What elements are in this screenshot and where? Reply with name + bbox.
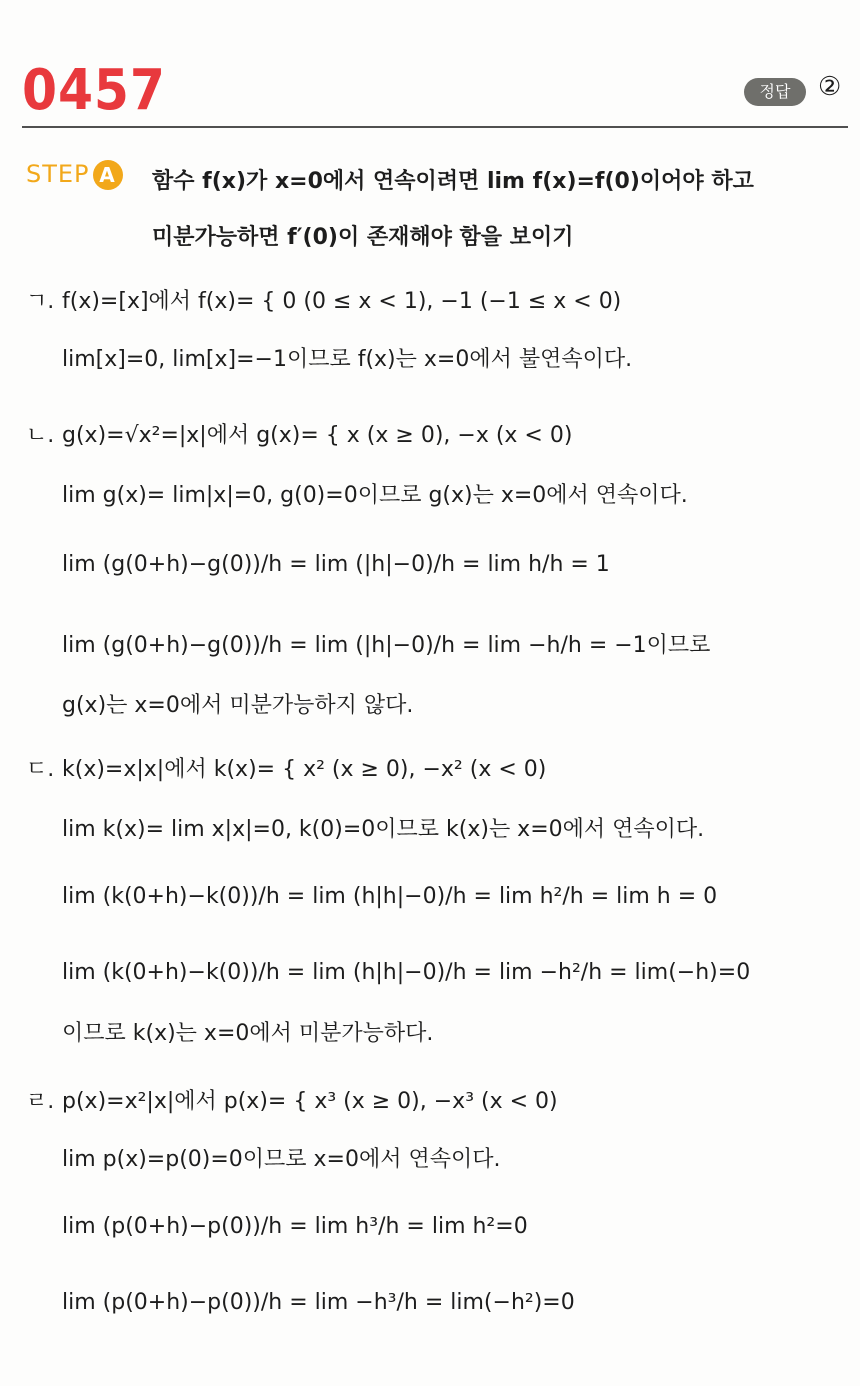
item-c-line-1: k(x)=x|x|에서 k(x)= { x² (x ≥ 0), −x² (x < 0) [62,757,547,782]
item-b-line-2: lim g(x)= lim|x|=0, g(0)=0이므로 g(x)는 x=0에서 연속이다. [62,483,688,508]
item-d-line-3: lim (p(0+h)−p(0))/h = lim h³/h = lim h²=0 [62,1214,528,1239]
problem-number: 0457 [22,58,166,123]
step-label [26,160,123,190]
item-b-line-3: lim (g(0+h)−g(0))/h = lim (|h|−0)/h = lim h/h = 1 [62,552,610,577]
item-c-line-5: 이므로 k(x)는 x=0에서 미분가능하다. [62,1021,434,1046]
header-divider [22,126,848,128]
item-d-line-1: p(x)=x²|x|에서 p(x)= { x³ (x ≥ 0), −x³ (x < 0) [62,1089,558,1114]
item-b-line-4: lim (g(0+h)−g(0))/h = lim (|h|−0)/h = lim −h/h = −1이므로 [62,633,711,658]
item-c-line-2: lim k(x)= lim x|x|=0, k(0)=0이므로 k(x)는 x=0에서 연속이다. [62,817,705,842]
item-d-line-2: lim p(x)=p(0)=0이므로 x=0에서 연속이다. [62,1147,501,1172]
step-title-line-1: 함수 f(x)가 x=0에서 연속이려면 lim f(x)=f(0)이어야 하고 [152,169,754,194]
item-c-line-3: lim (k(0+h)−k(0))/h = lim (h|h|−0)/h = lim h²/h = lim h = 0 [62,884,718,909]
step-title-line-2: 미분가능하면 f′(0)이 존재해야 함을 보이기 [152,225,574,250]
item-c-line-4: lim (k(0+h)−k(0))/h = lim (h|h|−0)/h = lim −h²/h = lim(−h)=0 [62,960,751,985]
item-marker-a: ㄱ. [26,289,55,314]
answer-value: ② [818,72,842,102]
answer-label-badge: 정답 [744,78,806,106]
item-marker-c: ㄷ. [26,757,55,782]
item-d-line-4: lim (p(0+h)−p(0))/h = lim −h³/h = lim(−h²)=0 [62,1290,575,1315]
item-marker-b: ㄴ. [26,423,55,448]
step-a-badge: A [93,160,123,190]
item-a-line-2: lim[x]=0, lim[x]=−1이므로 f(x)는 x=0에서 불연속이다. [62,347,633,372]
step-text: STEP [26,160,90,188]
item-a-line-1: f(x)=[x]에서 f(x)= { 0 (0 ≤ x < 1), −1 (−1 ≤ x < 0) [62,289,622,314]
item-b-line-5: g(x)는 x=0에서 미분가능하지 않다. [62,693,414,718]
item-b-line-1: g(x)=√x²=|x|에서 g(x)= { x (x ≥ 0), −x (x < 0) [62,423,573,448]
item-marker-d: ㄹ. [26,1089,55,1114]
